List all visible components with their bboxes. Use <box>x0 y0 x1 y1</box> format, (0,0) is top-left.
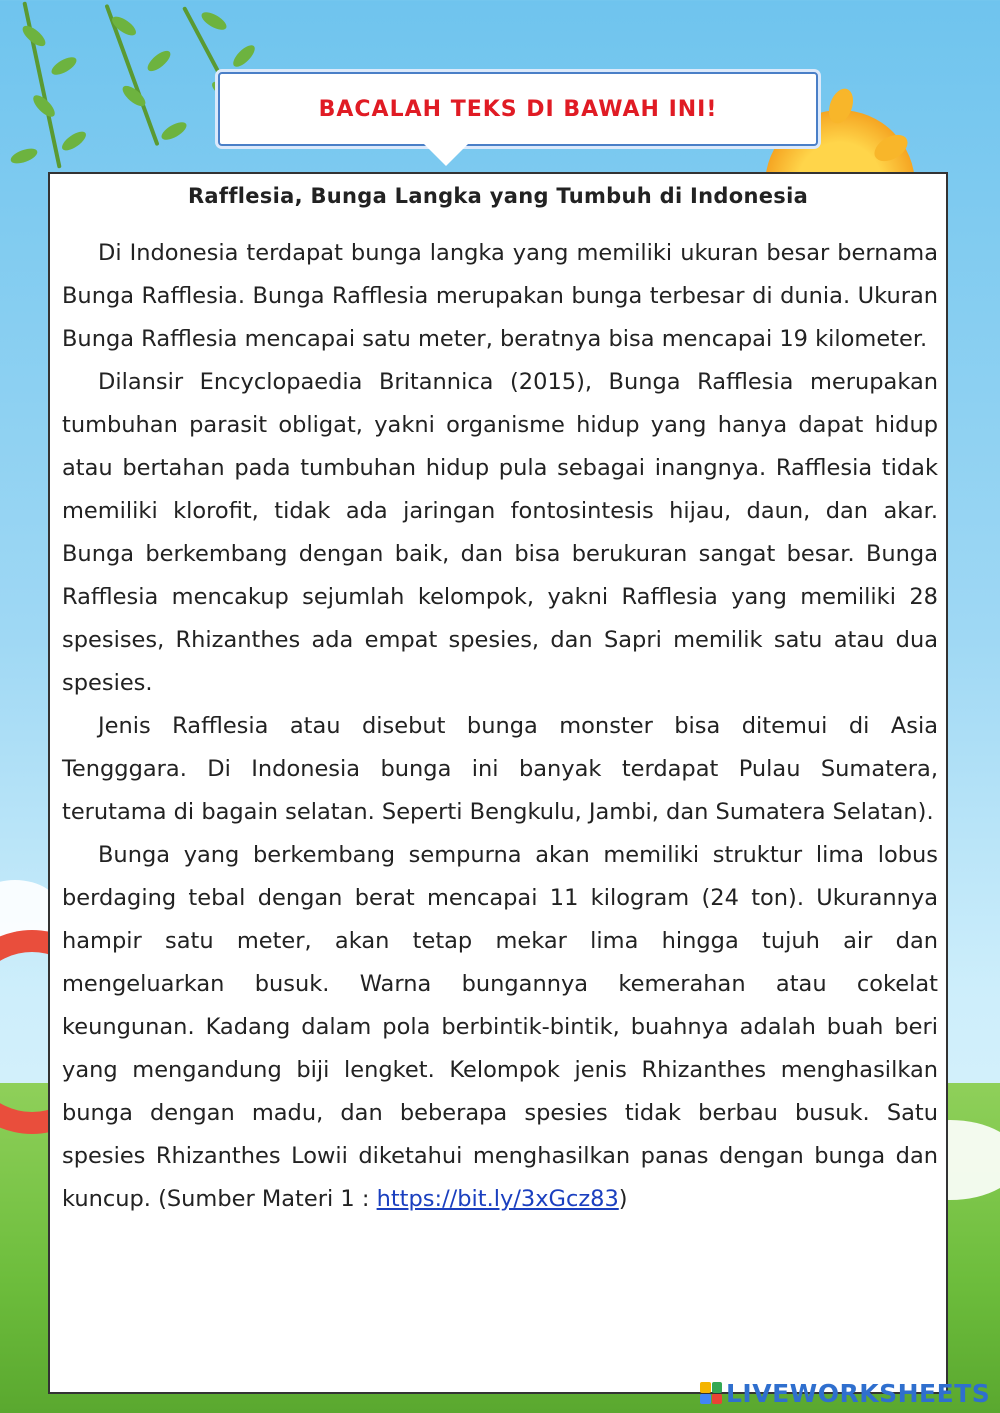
paragraph: Di Indonesia terdapat bunga langka yang memiliki ukuran besar bernama Bunga Rafflesia. Bunga Rafflesia merupakan bunga terbesar di dunia. Ukuran Bunga Rafflesia mencapai satu meter, beratnya bisa mencapai 19 kilometer. <box>62 240 938 352</box>
leaf-icon <box>59 128 89 154</box>
source-link[interactable]: https://bit.ly/3xGcz83 <box>376 1186 619 1212</box>
leaf-icon <box>159 119 189 143</box>
instruction-banner <box>218 72 818 146</box>
logo-text: LIVEWORKSHEETS <box>726 1378 991 1408</box>
source-suffix: ) <box>618 1186 628 1212</box>
leaf-icon <box>230 42 258 70</box>
leaf-icon <box>144 47 173 74</box>
paragraph-text: Bunga yang berkembang sempurna akan memiliki struktur lima lobus berdaging tebal dengan berat mencapai 11 kilogram (24 ton). Ukurannya hampir satu meter, akan tetap mekar lima hingga tujuh air dan mengeluarkan busuk. Warna bungannya kemerahan atau cokelat keungunan. Kadang dalam pola berbintik-bintik, buahnya adalah buah beri yang mengandung biji lengket. Kelompok jenis Rhizanthes menghasilkan bunga dengan madu, dan beberapa spesies tidak berbau busuk. Satu spesies Rhizanthes Lowii diketahui menghasilkan panas dengan bunga dan kuncup. <box>62 842 938 1212</box>
liveworksheets-logo <box>700 1378 990 1408</box>
logo-icon <box>700 1382 722 1404</box>
leaf-icon <box>199 9 229 33</box>
leaf-icon <box>9 146 39 167</box>
instruction-text: BACALAH TEKS DI BAWAH INI! <box>318 96 718 122</box>
reading-paper <box>48 172 948 1394</box>
leaf-icon <box>49 54 79 78</box>
paragraph-with-source <box>62 834 938 1221</box>
article-title: Rafflesia, Bunga Langka yang Tumbuh di Indonesia <box>187 184 809 208</box>
banner-pointer <box>420 140 472 166</box>
article-body <box>62 232 938 1221</box>
paragraph: Dilansir Encyclopaedia Britannica (2015), Bunga Rafflesia merupakan tumbuhan parasit obligat, yakni organisme hidup yang hanya dapat hidup atau bertahan pada tumbuhan hidup pula sebagai inangnya. Rafflesia tidak memiliki klorofit, tidak ada jaringan fontosintesis hijau, daun, dan akar. Bunga berkembang dengan baik, dan bisa berukuran sangat besar. Bunga Rafflesia mencakup sejumlah kelompok, yakni Rafflesia yang memiliki 28 spesises, Rhizanthes ada empat spesies, dan Sapri memilik satu atau dua spesies. <box>62 369 938 696</box>
paragraph: Jenis Rafflesia atau disebut bunga monster bisa ditemui di Asia Tengggara. Di Indonesia bunga ini banyak terdapat Pulau Sumatera, terutama di bagain selatan. Seperti Bengkulu, Jambi, dan Sumatera Selatan). <box>62 713 938 825</box>
source-prefix: (Sumber Materi 1 : <box>158 1186 377 1212</box>
